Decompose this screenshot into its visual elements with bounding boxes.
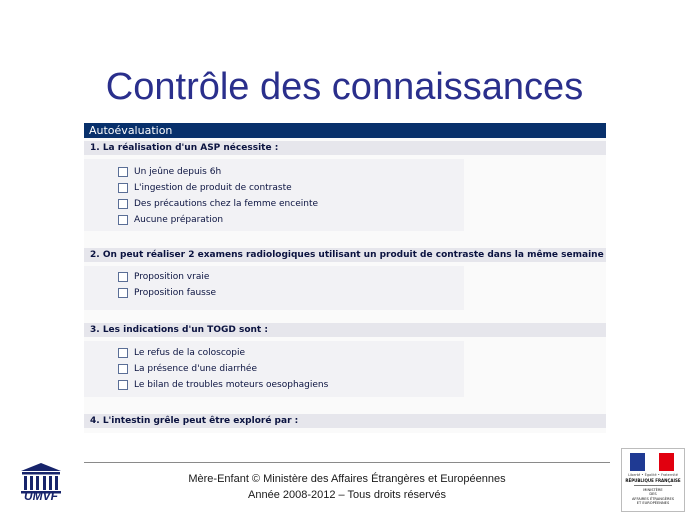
question-1-label: 1. La réalisation d'un ASP nécessite :	[84, 141, 606, 155]
checkbox[interactable]	[118, 288, 128, 298]
option-item[interactable]: La présence d'une diarrhée	[118, 362, 257, 376]
footer-copyright: Mère-Enfant © Ministère des Affaires Étrangères et Européennes	[188, 473, 506, 485]
checkbox[interactable]	[118, 272, 128, 282]
footer	[84, 471, 610, 503]
option-item[interactable]: Un jeûne depuis 6h	[118, 165, 221, 179]
ministry-logo	[621, 448, 685, 512]
rf-separator	[634, 485, 672, 486]
checkbox[interactable]	[118, 380, 128, 390]
rf-motto: Liberté • Égalité • Fraternité	[628, 473, 678, 477]
slide-title: Contrôle des connaissances	[105, 66, 584, 108]
footer-years: Année 2008-2012 – Tous droits réservés	[248, 489, 446, 501]
footer-divider	[84, 462, 610, 463]
rf-republic: RÉPUBLIQUE FRANÇAISE	[625, 478, 681, 483]
option-item[interactable]: Aucune préparation	[118, 213, 223, 227]
question-2-options	[84, 266, 464, 310]
option-item[interactable]: Des précautions chez la femme enceinte	[118, 197, 318, 211]
checkbox[interactable]	[118, 215, 128, 225]
question-4-label: 4. L'intestin grêle peut être exploré par :	[84, 414, 606, 428]
panel-header: Autoévaluation	[84, 123, 606, 138]
checkbox[interactable]	[118, 364, 128, 374]
question-2-label: 2. On peut réaliser 2 examens radiologiques utilisant un produit de contraste dans la même semaine	[84, 248, 606, 262]
option-item[interactable]: Le bilan de troubles moteurs oesophagiens	[118, 378, 328, 392]
checkbox[interactable]	[118, 199, 128, 209]
umvf-logo-text: UMVF	[24, 489, 58, 503]
checkbox[interactable]	[118, 348, 128, 358]
checkbox[interactable]	[118, 183, 128, 193]
french-flag-icon	[630, 453, 674, 471]
question-1-options	[84, 159, 464, 231]
question-3-label: 3. Les indications d'un TOGD sont :	[84, 323, 606, 337]
rf-ministry: MINISTÈRE DES AFFAIRES ÉTRANGÈRES ET EUROPÉENNES	[631, 488, 675, 505]
option-item[interactable]: Proposition vraie	[118, 270, 209, 284]
question-3-options	[84, 341, 464, 397]
option-item[interactable]: L'ingestion de produit de contraste	[118, 181, 292, 195]
self-assessment-panel	[84, 123, 606, 433]
option-item[interactable]: Le refus de la coloscopie	[118, 346, 245, 360]
checkbox[interactable]	[118, 167, 128, 177]
option-item[interactable]: Proposition fausse	[118, 286, 216, 300]
